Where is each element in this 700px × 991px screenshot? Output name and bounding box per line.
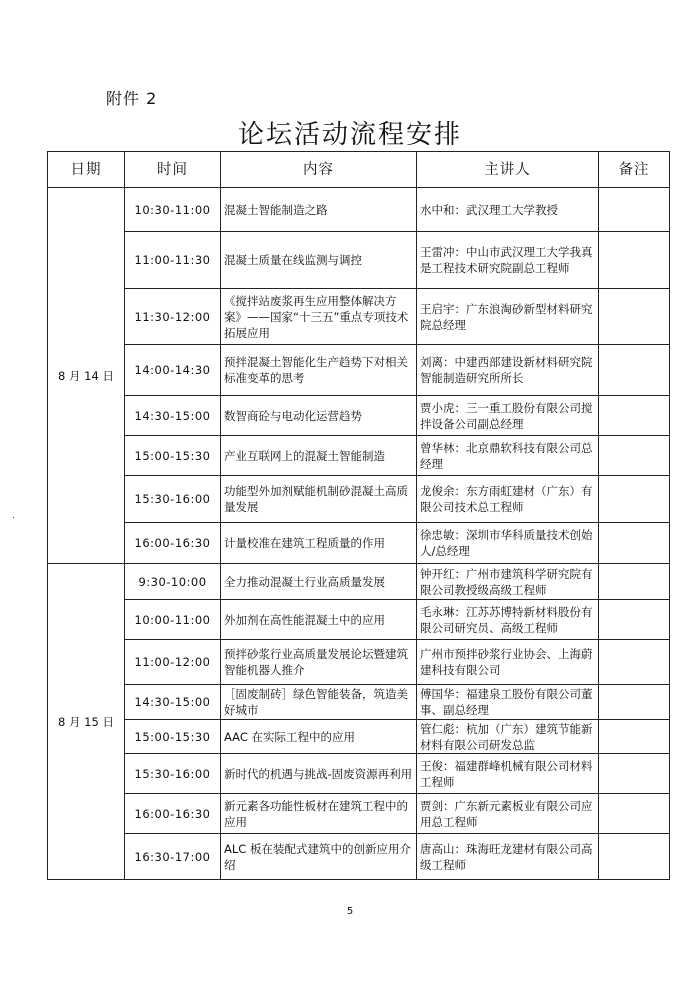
speaker-cell: 管仁彪：杭加（广东）建筑节能新材料有限公司研发总监 (417, 720, 599, 754)
remark-cell (599, 523, 670, 564)
time-cell: 16:00-16:30 (125, 794, 221, 834)
remark-cell (599, 720, 670, 754)
table-row (48, 600, 670, 640)
time-cell: 16:30-17:00 (125, 834, 221, 880)
time-cell: 16:00-16:30 (125, 523, 221, 564)
remark-cell (599, 834, 670, 880)
time-cell: 11:30-12:00 (125, 289, 221, 345)
header-content: 内容 (221, 152, 417, 188)
remark-cell (599, 685, 670, 720)
time-cell: 14:30-15:00 (125, 396, 221, 436)
time-cell: 11:00-12:00 (125, 640, 221, 685)
content-cell: ［固废制砖］绿色智能装备，筑造美好城市 (221, 685, 417, 720)
page-number: 5 (346, 906, 354, 917)
remark-cell (599, 754, 670, 794)
speaker-cell: 徐忠敏：深圳市华科质量技术创始人/总经理 (417, 523, 599, 564)
table-row (48, 345, 670, 396)
margin-mark: ٠ (11, 513, 16, 523)
table-row (48, 685, 670, 720)
table-row (48, 564, 670, 600)
time-cell: 15:00-15:30 (125, 436, 221, 476)
speaker-cell: 唐高山：珠海旺龙建材有限公司高级工程师 (417, 834, 599, 880)
remark-cell (599, 794, 670, 834)
table-row (48, 396, 670, 436)
content-cell: 数智商砼与电动化运营趋势 (221, 396, 417, 436)
time-cell: 14:00-14:30 (125, 345, 221, 396)
remark-cell (599, 345, 670, 396)
speaker-cell: 广州市预拌砂浆行业协会、上海蔚建科技有限公司 (417, 640, 599, 685)
content-cell: 全力推动混凝土行业高质量发展 (221, 564, 417, 600)
remark-cell (599, 564, 670, 600)
table-row (48, 794, 670, 834)
content-cell: 功能型外加剂赋能机制砂混凝土高质量发展 (221, 476, 417, 523)
time-cell: 15:00-15:30 (125, 720, 221, 754)
table-row (48, 720, 670, 754)
speaker-cell: 水中和：武汉理工大学教授 (417, 188, 599, 232)
content-cell: 预拌混凝土智能化生产趋势下对相关标准变革的思考 (221, 345, 417, 396)
remark-cell (599, 232, 670, 289)
remark-cell (599, 476, 670, 523)
time-cell: 9:30-10:00 (125, 564, 221, 600)
speaker-cell: 傅国华：福建泉工股份有限公司董事、副总经理 (417, 685, 599, 720)
table-row (48, 754, 670, 794)
header-row (48, 152, 670, 188)
speaker-cell: 王雷冲：中山市武汉理工大学我真是工程技术研究院副总工程师 (417, 232, 599, 289)
content-cell: 新时代的机遇与挑战-固废资源再利用 (221, 754, 417, 794)
page-title: 论坛活动流程安排 (237, 120, 462, 150)
content-cell: 新元素各功能性板材在建筑工程中的应用 (221, 794, 417, 834)
speaker-cell: 曾华林：北京鼎软科技有限公司总经理 (417, 436, 599, 476)
speaker-cell: 龙俊余：东方雨虹建材（广东）有限公司技术总工程师 (417, 476, 599, 523)
header-date: 日期 (48, 152, 125, 188)
speaker-cell: 贾小虎：三一重工股份有限公司搅拌设备公司副总经理 (417, 396, 599, 436)
remark-cell (599, 436, 670, 476)
speaker-cell: 钟开红：广州市建筑科学研究院有限公司教授级高级工程师 (417, 564, 599, 600)
content-cell: ALC 板在装配式建筑中的创新应用介绍 (221, 834, 417, 880)
table-row (48, 640, 670, 685)
speaker-cell: 王启宇：广东浪淘砂新型材料研究院总经理 (417, 289, 599, 345)
content-cell: 预拌砂浆行业高质量发展论坛暨建筑智能机器人推介 (221, 640, 417, 685)
table-row (48, 232, 670, 289)
time-cell: 11:00-11:30 (125, 232, 221, 289)
time-cell: 15:30-16:00 (125, 476, 221, 523)
table-row (48, 188, 670, 232)
content-cell: AAC 在实际工程中的应用 (221, 720, 417, 754)
time-cell: 10:30-11:00 (125, 188, 221, 232)
date-cell: 8 月 15 日 (48, 564, 125, 880)
schedule-table (47, 151, 670, 880)
speaker-cell: 毛永琳：江苏苏博特新材料股份有限公司研究员、高级工程师 (417, 600, 599, 640)
header-time: 时间 (125, 152, 221, 188)
speaker-cell: 贾剑：广东新元素板业有限公司应用总工程师 (417, 794, 599, 834)
content-cell: 计量校准在建筑工程质量的作用 (221, 523, 417, 564)
content-cell: 外加剂在高性能混凝土中的应用 (221, 600, 417, 640)
remark-cell (599, 289, 670, 345)
table-row (48, 289, 670, 345)
schedule-body (48, 188, 670, 880)
table-row (48, 436, 670, 476)
date-cell: 8 月 14 日 (48, 188, 125, 564)
content-cell: 产业互联网上的混凝土智能制造 (221, 436, 417, 476)
remark-cell (599, 640, 670, 685)
remark-cell (599, 188, 670, 232)
content-cell: 混凝土质量在线监测与调控 (221, 232, 417, 289)
remark-cell (599, 396, 670, 436)
time-cell: 10:00-11:00 (125, 600, 221, 640)
speaker-cell: 刘离：中建西部建设新材料研究院智能制造研究所所长 (417, 345, 599, 396)
time-cell: 14:30-15:00 (125, 685, 221, 720)
attachment-label: 附件 2 (106, 89, 158, 108)
remark-cell (599, 600, 670, 640)
header-speaker: 主讲人 (417, 152, 599, 188)
table-row (48, 834, 670, 880)
content-cell: 混凝土智能制造之路 (221, 188, 417, 232)
content-cell: 《搅拌站废浆再生应用整体解决方案》——国家“十三五”重点专项技术拓展应用 (221, 289, 417, 345)
table-row (48, 476, 670, 523)
table-row (48, 523, 670, 564)
header-remark: 备注 (599, 152, 670, 188)
time-cell: 15:30-16:00 (125, 754, 221, 794)
speaker-cell: 王俊：福建群峰机械有限公司材料工程师 (417, 754, 599, 794)
